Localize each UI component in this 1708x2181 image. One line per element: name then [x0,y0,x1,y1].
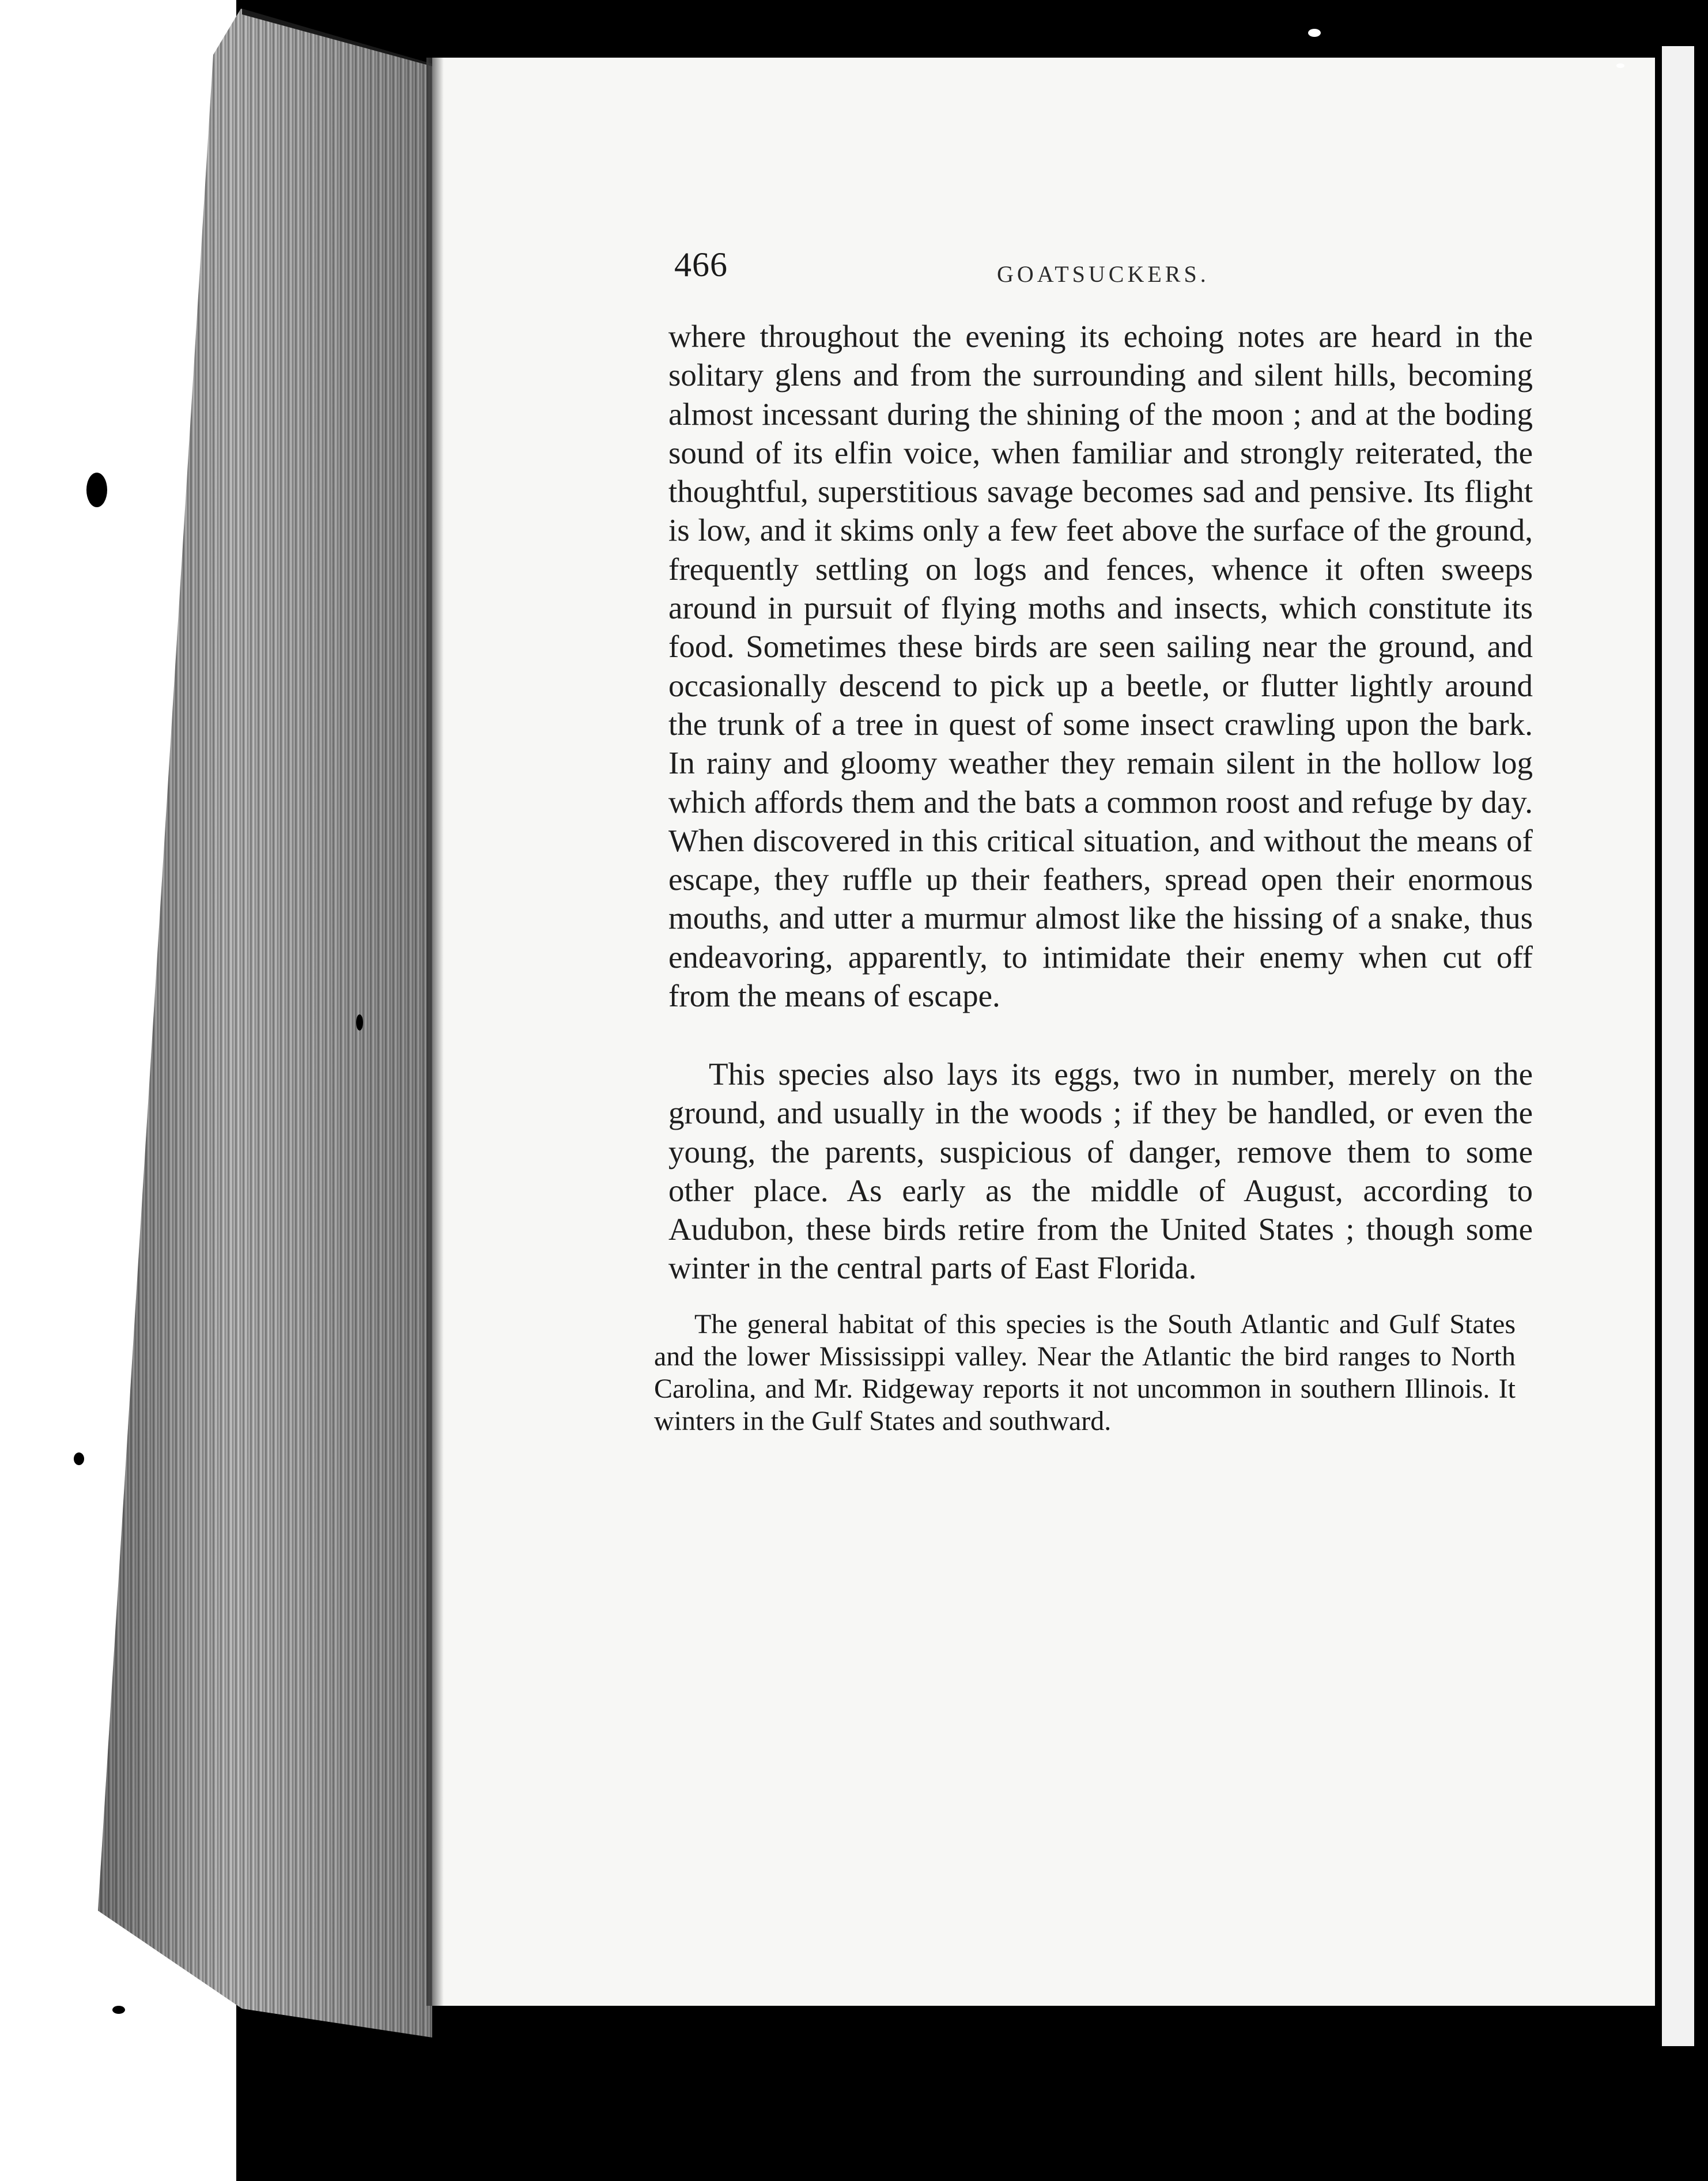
scan-speck [356,1014,363,1031]
scan-speck [112,2006,125,2014]
scan-speck [1308,29,1321,37]
scan-speck [74,1452,84,1465]
page-number: 466 [674,246,728,284]
scan-speck [991,6,996,10]
page-gutter-gap [1655,46,1662,2046]
page-gutter-shadow [426,58,444,2006]
scan-speck [86,473,107,507]
body-paragraph: This species also lays its eggs, two in number, merely on the ground, and usually in the woods ; if they be handled, or even the young, the parents, suspicious of danger, remove them to some other place. As early as the middle of August, according to Audubon, these birds retire from the United States ; though some winter in the central parts of East Florida. [668,1056,1533,1286]
body-paragraph: where throughout the evening its echoing notes are heard in the solitary glens and from the surrounding and silent hills, becoming almost incessant during the shining of the moon ; and at the boding sound of its elfin voice, when familiar and strongly reiterated, the thoughtful, superstitious savage becomes sad and pensive. Its flight is low, and it skims only a few feet above the surface of the ground, frequently settling on logs and fences, whence it often sweeps around in pursuit of flying moths and insects, which constitute its food. Sometimes these birds are seen sailing near the ground, and occasionally descend to pick up a beetle, or flutter lightly around the trunk of a tree in quest of some insect crawling upon the bark. In rainy and gloomy weather they remain silent in the hollow log which affords them and the bats a common roost and refuge by day. When discovered in this critical situation, and without the means of escape, they ruffle up their feathers, spread open their enormous mouths, and utter a murmur almost like the hissing of a snake, thus endeavoring, apparently, to intimidate their enemy when cut off from the means of escape. [668,319,1533,1014]
running-head: GOATSUCKERS. [997,261,1210,287]
scan-speck [1616,63,1624,68]
facing-page-edge [1660,46,1694,2046]
habitat-note: The general habitat of this species is the South Atlantic and Gulf States and the lower Mississippi valley. Near the Atlantic the bird ranges to North Carolina, and Mr. Ridgeway reports it not uncommon in southern Illinois. It winters in the Gulf States and southward. [654,1309,1516,1436]
